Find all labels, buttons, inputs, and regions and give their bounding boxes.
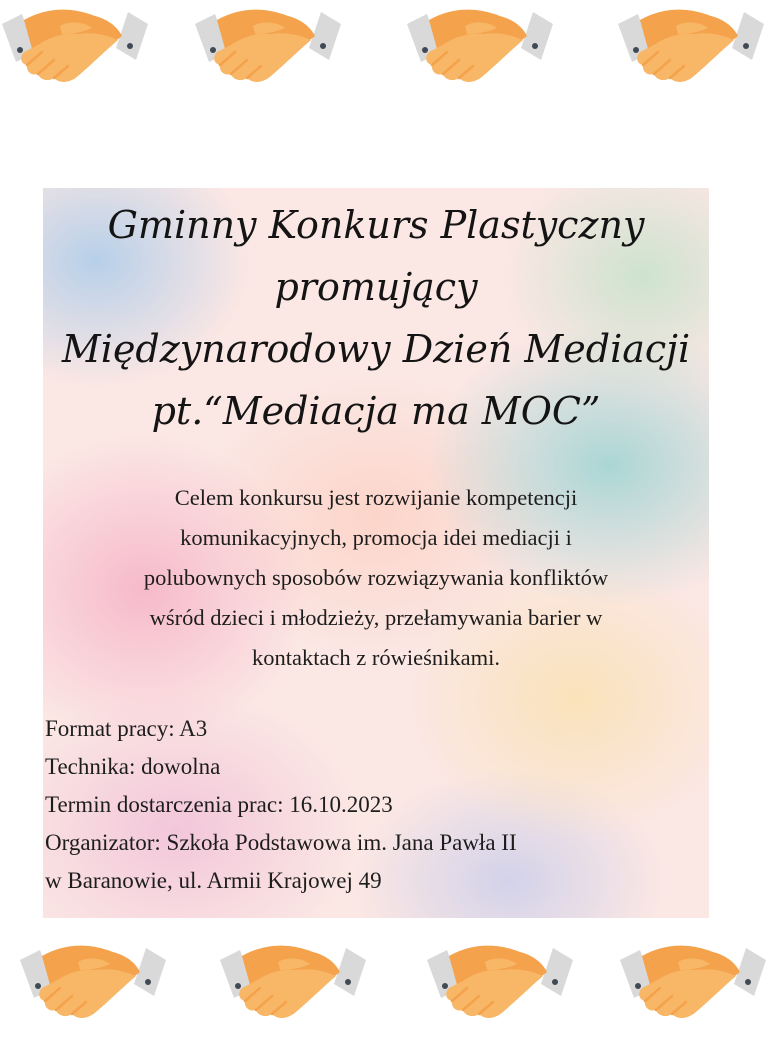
description-line: kontaktach z rówieśnikami.: [251, 645, 501, 670]
detail-deadline: Termin dostarczenia prac: 16.10.2023: [45, 792, 393, 817]
handshake-icon: [616, 2, 766, 92]
handshake-icon: [218, 938, 368, 1028]
title-line: Gminny Konkurs Plastyczny: [107, 203, 645, 247]
detail-address: w Baranowie, ul. Armii Krajowej 49: [45, 868, 382, 893]
description-line: komunikacyjnych, promocja idei mediacji i: [180, 525, 572, 550]
poster-title: [43, 194, 709, 442]
handshake-icon: [618, 938, 768, 1028]
handshake-icon: [0, 2, 150, 92]
handshake-icon: [18, 938, 168, 1028]
description-line: polubownych sposobów rozwiązywania konfliktów: [143, 565, 609, 590]
description-line: wśród dzieci i młodzieży, przełamywania barier w: [149, 605, 603, 630]
detail-organizer: Organizator: Szkoła Podstawowa im. Jana Pawła II: [45, 830, 517, 855]
poster-panel: [43, 188, 709, 918]
handshake-icon: [405, 2, 555, 92]
detail-technique: Technika: dowolna: [45, 754, 221, 779]
top-decoration-row: [0, 0, 768, 110]
detail-format: Format pracy: A3: [45, 716, 208, 741]
title-line: pt.“Mediacja ma MOC”: [151, 389, 601, 433]
poster-description: [63, 478, 689, 678]
title-line: promujący: [274, 265, 478, 309]
description-line: Celem konkursu jest rozwijanie kompetencji: [174, 485, 578, 510]
title-line: Międzynarodowy Dzień Mediacji: [61, 327, 691, 371]
handshake-icon: [193, 2, 343, 92]
handshake-icon: [425, 938, 575, 1028]
poster-details: [45, 710, 705, 900]
